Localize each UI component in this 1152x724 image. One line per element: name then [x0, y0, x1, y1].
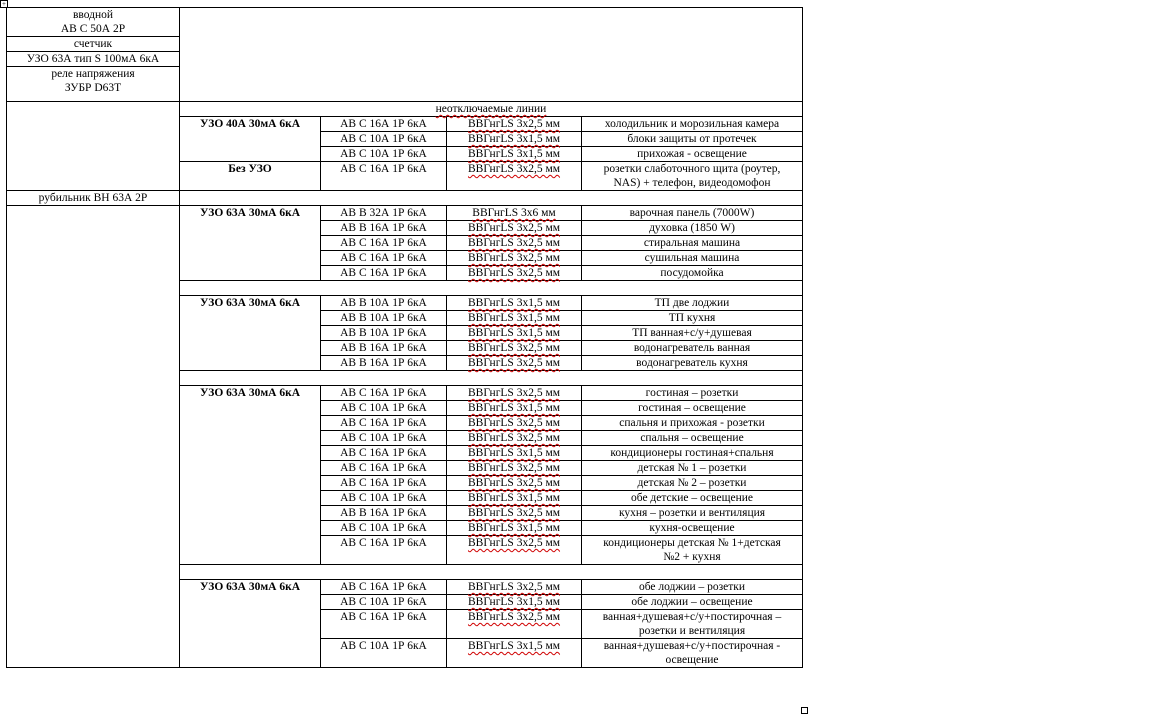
- breaker: АВ С 16А 1Р 6кА: [321, 610, 447, 639]
- breaker: АВ С 16А 1Р 6кА: [321, 476, 447, 491]
- cable-cell: [447, 221, 582, 236]
- load-description-line: кондиционеры гостиная+спальня: [610, 447, 774, 459]
- load-description-line: посудомойка: [660, 267, 724, 279]
- load-description-line: обе детские – освещение: [631, 492, 753, 504]
- cable-type: ВВГнгLS 3х2,5 мм: [467, 537, 561, 549]
- load-description-line: розетки и вентиляция: [638, 625, 746, 637]
- cable-cell: [447, 506, 582, 521]
- load-description-line: ванная+душевая+с/у+постирочная –: [602, 611, 782, 623]
- incoming-device-0: [7, 8, 179, 37]
- breaker: АВ С 16А 1Р 6кА: [321, 117, 447, 132]
- incoming-device-line: реле напряжения: [51, 68, 135, 80]
- cable-type: ВВГнгLS 3х2,5 мм: [467, 507, 561, 519]
- breaker: АВ С 16А 1Р 6кА: [321, 162, 447, 191]
- left-blank-cell: [7, 206, 180, 668]
- load-cell: [582, 266, 803, 281]
- load-description-line: №2 + кухня: [663, 551, 721, 563]
- cable-cell: [447, 356, 582, 371]
- cable-cell: [447, 251, 582, 266]
- load-description-line: варочная панель (7000W): [629, 207, 755, 219]
- load-description-line: ТП две лоджии: [654, 297, 730, 309]
- load-cell: [582, 401, 803, 416]
- spacer-row: [180, 191, 803, 206]
- load-cell: [582, 476, 803, 491]
- cable-type: ВВГнгLS 3х2,5 мм: [467, 252, 561, 264]
- spacer-cell: [180, 281, 803, 296]
- cable-type: ВВГнгLS 3х2,5 мм: [467, 163, 561, 175]
- incoming-device-line: вводной: [72, 9, 114, 21]
- section-title-text: неотключаемые линии: [435, 103, 547, 115]
- load-description-line: детская № 2 – розетки: [637, 477, 747, 489]
- load-description-line: спальня и прихожая - розетки: [619, 417, 765, 429]
- cable-type: ВВГнгLS 3х1,5 мм: [467, 447, 561, 459]
- cable-cell: [447, 521, 582, 536]
- cable-type: ВВГнгLS 3х6 мм: [472, 207, 556, 219]
- incoming-equipment-stack: [7, 8, 180, 102]
- load-cell: [582, 431, 803, 446]
- cable-cell: [447, 491, 582, 506]
- incoming-device-line: АВ С 50А 2Р: [60, 23, 126, 35]
- load-description-line: водонагреватель ванная: [633, 342, 751, 354]
- breaker: АВ С 16А 1Р 6кА: [321, 266, 447, 281]
- breaker: АВ С 16А 1Р 6кА: [321, 580, 447, 595]
- cable-type: ВВГнгLS 3х1,5 мм: [467, 640, 561, 652]
- cable-type: ВВГнгLS 3х1,5 мм: [467, 492, 561, 504]
- load-cell: [582, 595, 803, 610]
- spacer-cell: [180, 565, 803, 580]
- load-description-line: NAS) + телефон, видеодомофон: [613, 177, 771, 189]
- breaker: АВ С 10А 1Р 6кА: [321, 491, 447, 506]
- left-blank-cell: [7, 102, 180, 191]
- cable-type: ВВГнгLS 3х2,5 мм: [467, 267, 561, 279]
- cable-cell: [447, 536, 582, 565]
- load-description-line: ванная+душевая+с/у+постирочная -: [603, 640, 781, 652]
- cable-type: ВВГнгLS 3х2,5 мм: [467, 118, 561, 130]
- load-cell: [582, 251, 803, 266]
- cable-type: ВВГнгLS 3х1,5 мм: [467, 312, 561, 324]
- table-move-handle[interactable]: +: [0, 0, 8, 8]
- cable-type: ВВГнгLS 3х2,5 мм: [467, 462, 561, 474]
- incoming-device-line: УЗО 63А тип S 100мА 6кА: [26, 53, 160, 65]
- section-title: [180, 102, 803, 117]
- load-cell: [582, 386, 803, 401]
- main-switch-row: [7, 191, 803, 206]
- load-cell: [582, 117, 803, 132]
- cable-cell: [447, 311, 582, 326]
- cable-cell: [447, 401, 582, 416]
- breaker: АВ С 10А 1Р 6кА: [321, 431, 447, 446]
- load-description-line: кухня-освещение: [649, 522, 735, 534]
- load-cell: [582, 446, 803, 461]
- rcd-device: УЗО 63А 30мА 6кА: [180, 580, 321, 668]
- load-cell: [582, 639, 803, 668]
- cable-cell: [447, 266, 582, 281]
- load-cell: [582, 461, 803, 476]
- spacer-cell: [180, 371, 803, 386]
- load-description-line: духовка (1850 W): [649, 222, 735, 234]
- cable-type: ВВГнгLS 3х1,5 мм: [467, 596, 561, 608]
- cable-type: ВВГнгLS 3х1,5 мм: [467, 327, 561, 339]
- cable-cell: [447, 132, 582, 147]
- cable-type: ВВГнгLS 3х1,5 мм: [467, 297, 561, 309]
- load-description-line: кондиционеры детская № 1+детская: [603, 537, 781, 549]
- breaker: АВ С 10А 1Р 6кА: [321, 521, 447, 536]
- load-cell: [582, 206, 803, 221]
- load-description-line: стиральная машина: [643, 237, 741, 249]
- cable-type: ВВГнгLS 3х2,5 мм: [467, 342, 561, 354]
- incoming-device-line: счетчик: [73, 38, 113, 50]
- load-description-line: гостиная – розетки: [645, 387, 739, 399]
- cable-cell: [447, 162, 582, 191]
- cable-cell: [447, 117, 582, 132]
- load-cell: [582, 326, 803, 341]
- load-description-line: водонагреватель кухня: [636, 357, 748, 369]
- rcd-device: УЗО 63А 30мА 6кА: [180, 386, 321, 565]
- empty-area: [180, 8, 803, 102]
- rcd-device: УЗО 40А 30мА 6кА: [180, 117, 321, 162]
- section-title-row: [7, 102, 803, 117]
- cable-type: ВВГнгLS 3х2,5 мм: [467, 222, 561, 234]
- cable-cell: [447, 416, 582, 431]
- cable-cell: [447, 610, 582, 639]
- cable-cell: [447, 206, 582, 221]
- cable-type: ВВГнгLS 3х2,5 мм: [467, 387, 561, 399]
- cable-type: ВВГнгLS 3х1,5 мм: [467, 133, 561, 145]
- load-cell: [582, 491, 803, 506]
- breaker: АВ С 16А 1Р 6кА: [321, 416, 447, 431]
- cable-type: ВВГнгLS 3х2,5 мм: [467, 432, 561, 444]
- header-row: [7, 8, 803, 102]
- cable-type: ВВГнгLS 3х2,5 мм: [467, 611, 561, 623]
- cable-cell: [447, 431, 582, 446]
- incoming-device-3: [7, 67, 179, 95]
- breaker: АВ В 16А 1Р 6кА: [321, 341, 447, 356]
- circuit-row: [7, 206, 803, 221]
- load-description-line: розетки слаботочного щита (роутер,: [603, 163, 781, 175]
- breaker: АВ В 32А 1Р 6кА: [321, 206, 447, 221]
- cable-type: ВВГнгLS 3х2,5 мм: [467, 357, 561, 369]
- cable-type: ВВГнгLS 3х2,5 мм: [467, 417, 561, 429]
- cable-cell: [447, 580, 582, 595]
- breaker: АВ С 10А 1Р 6кА: [321, 639, 447, 668]
- cable-cell: [447, 341, 582, 356]
- load-description-line: детская № 1 – розетки: [637, 462, 747, 474]
- cable-type: ВВГнгLS 3х2,5 мм: [467, 581, 561, 593]
- cable-type: ВВГнгLS 3х1,5 мм: [467, 522, 561, 534]
- breaker: АВ С 10А 1Р 6кА: [321, 147, 447, 162]
- breaker: АВ В 16А 1Р 6кА: [321, 506, 447, 521]
- load-cell: [582, 132, 803, 147]
- document-page: [6, 7, 802, 707]
- panel-schedule-table: [6, 7, 803, 668]
- load-description-line: обе лоджии – розетки: [638, 581, 746, 593]
- cable-cell: [447, 595, 582, 610]
- load-cell: [582, 610, 803, 639]
- cable-cell: [447, 147, 582, 162]
- load-cell: [582, 536, 803, 565]
- load-description-line: ТП ванная+с/у+душевая: [632, 327, 752, 339]
- cable-cell: [447, 446, 582, 461]
- load-description-line: ТП кухня: [668, 312, 716, 324]
- cable-cell: [447, 386, 582, 401]
- table-resize-handle[interactable]: [801, 707, 808, 714]
- breaker: АВ В 16А 1Р 6кА: [321, 221, 447, 236]
- load-description-line: кухня – розетки и вентиляция: [618, 507, 766, 519]
- load-cell: [582, 580, 803, 595]
- breaker: АВ С 16А 1Р 6кА: [321, 251, 447, 266]
- load-cell: [582, 416, 803, 431]
- rcd-device: УЗО 63А 30мА 6кА: [180, 206, 321, 281]
- load-description-line: обе лоджии – освещение: [631, 596, 753, 608]
- breaker: АВ С 10А 1Р 6кА: [321, 595, 447, 610]
- breaker: АВ В 10А 1Р 6кА: [321, 296, 447, 311]
- load-cell: [582, 221, 803, 236]
- load-description-line: прихожая - освещение: [637, 148, 747, 160]
- breaker: АВ С 16А 1Р 6кА: [321, 461, 447, 476]
- incoming-device-1: [7, 37, 179, 52]
- incoming-device-2: [7, 52, 179, 67]
- breaker: АВ С 16А 1Р 6кА: [321, 386, 447, 401]
- breaker: АВ С 16А 1Р 6кА: [321, 446, 447, 461]
- breaker: АВ В 10А 1Р 6кА: [321, 311, 447, 326]
- incoming-device-line: ЗУБР D63T: [64, 82, 122, 94]
- load-description-line: спальня – освещение: [640, 432, 744, 444]
- load-description-line: холодильник и морозильная камера: [604, 118, 780, 130]
- cable-cell: [447, 639, 582, 668]
- load-cell: [582, 356, 803, 371]
- load-cell: [582, 506, 803, 521]
- cable-type: ВВГнгLS 3х1,5 мм: [467, 148, 561, 160]
- breaker: АВ С 10А 1Р 6кА: [321, 401, 447, 416]
- load-cell: [582, 311, 803, 326]
- cable-type: ВВГнгLS 3х2,5 мм: [467, 477, 561, 489]
- rcd-device: Без УЗО: [180, 162, 321, 191]
- main-switch: рубильник ВН 63А 2Р: [7, 191, 180, 206]
- cable-type: ВВГнгLS 3х2,5 мм: [467, 237, 561, 249]
- cable-cell: [447, 326, 582, 341]
- cable-cell: [447, 236, 582, 251]
- load-description-line: блоки защиты от протечек: [627, 133, 757, 145]
- rcd-device: УЗО 63А 30мА 6кА: [180, 296, 321, 371]
- load-cell: [582, 296, 803, 311]
- load-cell: [582, 162, 803, 191]
- load-cell: [582, 147, 803, 162]
- breaker: АВ С 10А 1Р 6кА: [321, 132, 447, 147]
- cable-type: ВВГнгLS 3х1,5 мм: [467, 402, 561, 414]
- load-description-line: гостиная – освещение: [638, 402, 746, 414]
- load-cell: [582, 341, 803, 356]
- cable-cell: [447, 296, 582, 311]
- breaker: АВ В 10А 1Р 6кА: [321, 326, 447, 341]
- breaker: АВ С 16А 1Р 6кА: [321, 236, 447, 251]
- cable-cell: [447, 476, 582, 491]
- load-description-line: освещение: [665, 654, 719, 666]
- cable-cell: [447, 461, 582, 476]
- breaker: АВ С 16А 1Р 6кА: [321, 536, 447, 565]
- load-description-line: сушильная машина: [644, 252, 740, 264]
- load-cell: [582, 521, 803, 536]
- breaker: АВ В 16А 1Р 6кА: [321, 356, 447, 371]
- load-cell: [582, 236, 803, 251]
